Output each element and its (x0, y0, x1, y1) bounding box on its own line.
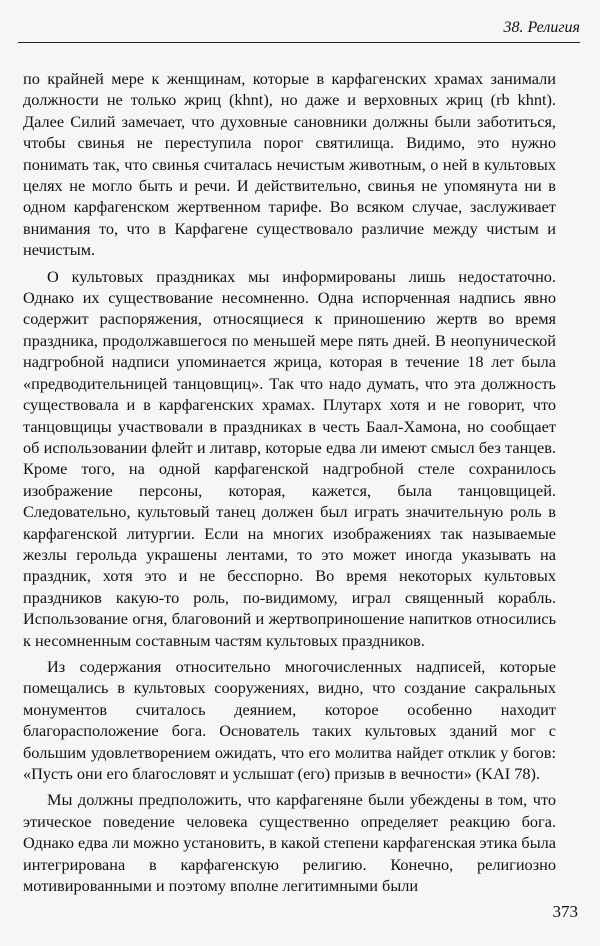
paragraph-continuation: по крайней мере к женщинам, которые в карфагенских храмах занимали должности не только жриц (khnt), но даже и верховных жриц (rb khnt). Далее Силий замечает, что духовные сановники должны были заботиться, чтобы свинья не переступила порог святилища. Видимо, это нужно понимать так, что свинья считалась нечистым животным, о ней в культовых целях не могло быть и речи. И действительно, свинья не упомянута ни в одном карфагенском жертвенном тарифе. Во всяком случае, заслуживает внимания то, что в Карфагене существовало различие между чистым и нечистым. (23, 69, 556, 260)
body-text (23, 68, 556, 896)
paragraph: Мы должны предположить, что карфагеняне были убеждены в том, что этическое поведение человека существенно определяет реакцию бога. Однако едва ли можно установить, в какой степени карфагенская этика была интегрирована в карфагенскую религию. Конечно, религиозно мотивированными и поэтому вполне легитимными были (23, 790, 556, 896)
paragraph: Из содержания относительно многочисленных надписей, которые помещались в культовых сооружениях, видно, что создание сакральных монументов считалось деянием, которое особенно находит благорасположение бога. Основатель таких культовых зданий мог с большим удовлетворением ожидать, что его молитва найдет отклик у богов: «Пусть они его благословят и услышат (его) призыв в вечности» (KAI 78). (23, 656, 556, 783)
page-number: 373 (552, 902, 578, 921)
paragraph: О культовых праздниках мы информированы лишь недостаточно. Однако их существование несомненно. Одна испорченная надпись явно содержит распоряжения, относящиеся к приношению жертв во время праздника, продолжавшегося по меньшей мере пять дней. В неопунической надгробной надписи упоминается жрица, которая в течение 18 лет была «предводительницей танцовщиц». Так что надо думать, что эта должность существовала и в карфагенских храмах. Плутарх хотя и не говорит, что танцовщицы участвовали в праздниках в честь Баал-Хамона, но сообщает об использовании флейт и литавр, которые едва ли имеют смысл без танцев. Кроме того, на одной карфагенской надгробной стеле сохранилось изображение персоны, которая, кажется, была танцовщицей. Следовательно, культовый танец должен был играть значительную роль в карфагенской литургии. Если на многих изображениях так называемые жезлы герольда украшены лентами, то это может иногда указывать на праздник, хотя это и не бесспорно. Во время некоторых культовых праздников какую-то роль, по-видимому, играл священный корабль. Использование огня, благовоний и жертвоприношение напитков относились к несомненным составным частям культовых праздников. (23, 266, 556, 650)
running-head: 38. Религия (18, 14, 580, 43)
